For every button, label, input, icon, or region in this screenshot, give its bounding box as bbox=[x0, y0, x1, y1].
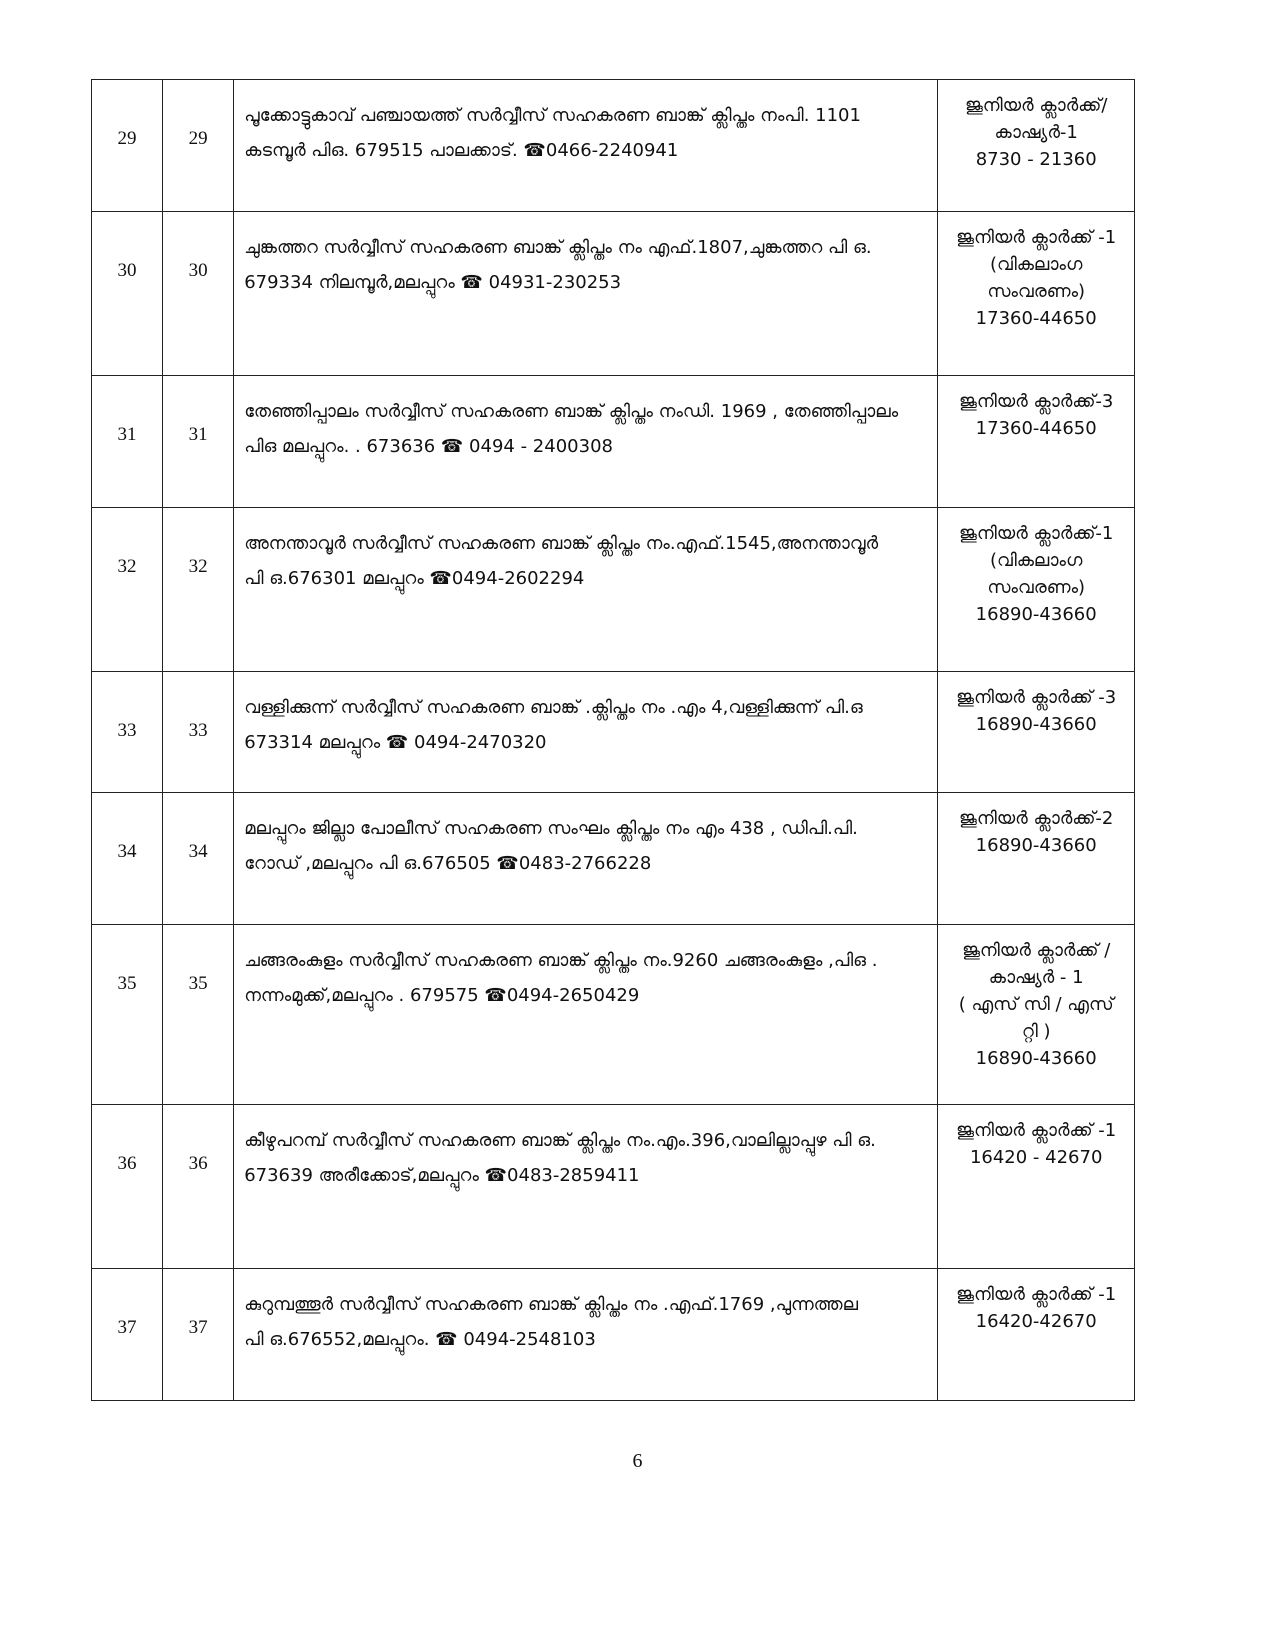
post-line: കാഷ്യർ-1 bbox=[994, 122, 1078, 143]
post-line: ജൂനിയർ ക്ലാർക്ക് -1 bbox=[956, 1284, 1117, 1305]
table-row bbox=[92, 508, 1135, 672]
serial-number: 33 bbox=[117, 720, 137, 741]
post-line: സംവരണം) bbox=[987, 281, 1086, 302]
address-cell bbox=[234, 212, 938, 376]
address-cell bbox=[234, 508, 938, 672]
serial-number: 36 bbox=[117, 1153, 137, 1174]
post-line: ജൂനിയർ ക്ലാർക്ക് -1 bbox=[956, 1120, 1117, 1141]
address-cell bbox=[234, 1105, 938, 1269]
bank-number-cell bbox=[163, 672, 234, 793]
bank-vacancy-table bbox=[91, 79, 1135, 1401]
bank-number-cell bbox=[163, 212, 234, 376]
post-line: ജൂനിയർ ക്ലാർക്ക്-3 bbox=[959, 391, 1114, 412]
serial-number: 35 bbox=[117, 973, 137, 994]
post-line: 8730 - 21360 bbox=[975, 149, 1097, 170]
serial-number: 29 bbox=[117, 128, 137, 149]
address-cell bbox=[234, 80, 938, 212]
serial-number: 37 bbox=[117, 1317, 137, 1338]
serial-cell bbox=[92, 1269, 163, 1401]
table-row bbox=[92, 1105, 1135, 1269]
serial-number: 32 bbox=[117, 556, 137, 577]
address-cell bbox=[234, 925, 938, 1105]
serial-cell bbox=[92, 376, 163, 508]
address-line: കടമ്പൂർ പിഒ. 679515 പാലക്കാട്. ☎0466-2240941 bbox=[244, 140, 679, 161]
address-line: മലപ്പുറം ജില്ലാ പോലീസ് സഹകരണ സംഘം ക്ലിപ്തം നം എം 438 , ഡിപി.പി. bbox=[244, 818, 858, 839]
post-cell bbox=[938, 925, 1135, 1105]
post-line: ജൂനിയർ ക്ലാർക്ക്-2 bbox=[959, 808, 1114, 829]
serial-cell bbox=[92, 672, 163, 793]
bank-number-cell bbox=[163, 1269, 234, 1401]
address-line: തേഞ്ഞിപ്പാലം സർവ്വീസ് സഹകരണ ബാങ്ക് ക്ലിപ്തം നംഡി. 1969 , തേഞ്ഞിപ്പാലം bbox=[244, 401, 899, 422]
post-line: റ്റി ) bbox=[1021, 1021, 1051, 1042]
bank-number: 36 bbox=[188, 1153, 208, 1174]
post-cell bbox=[938, 508, 1135, 672]
address-cell bbox=[234, 672, 938, 793]
post-line: കാഷ്യർ - 1 bbox=[988, 967, 1084, 988]
table-row bbox=[92, 793, 1135, 925]
serial-number: 30 bbox=[117, 260, 137, 281]
address-line: അനന്താവൂർ സർവ്വീസ് സഹകരണ ബാങ്ക് ക്ലിപ്തം നം.എഫ്.1545,അനന്താവൂർ bbox=[244, 533, 879, 554]
post-line: 17360-44650 bbox=[975, 418, 1097, 439]
address-line: പി ഒ.676301 മലപ്പുറം ☎0494-2602294 bbox=[244, 568, 585, 589]
bank-number: 33 bbox=[188, 720, 208, 741]
post-line: 16890-43660 bbox=[975, 1048, 1097, 1069]
serial-cell bbox=[92, 212, 163, 376]
address-line: ചങ്ങരംകുളം സർവ്വീസ് സഹകരണ ബാങ്ക് ക്ലിപ്തം നം.9260 ചങ്ങരംകുളം ,പിഒ . bbox=[244, 950, 878, 971]
address-line: 679334 നിലമ്പൂർ,മലപ്പുറം ☎ 04931-230253 bbox=[244, 272, 622, 293]
bank-number-cell bbox=[163, 925, 234, 1105]
address-line: 673314 മലപ്പുറം ☎ 0494-2470320 bbox=[244, 732, 547, 753]
bank-number: 35 bbox=[188, 973, 208, 994]
post-cell bbox=[938, 80, 1135, 212]
serial-cell bbox=[92, 793, 163, 925]
post-line: 16890-43660 bbox=[975, 714, 1097, 735]
post-line: 16890-43660 bbox=[975, 604, 1097, 625]
serial-cell bbox=[92, 925, 163, 1105]
table-row bbox=[92, 80, 1135, 212]
bank-number: 30 bbox=[188, 260, 208, 281]
table-row bbox=[92, 672, 1135, 793]
post-cell bbox=[938, 1105, 1135, 1269]
address-line: പൂക്കോട്ടുകാവ് പഞ്ചായത്ത് സർവ്വീസ് സഹകരണ ബാങ്ക് ക്ലിപ്തം നംപി. 1101 bbox=[244, 105, 861, 126]
bank-number: 37 bbox=[188, 1317, 208, 1338]
bank-number-cell bbox=[163, 1105, 234, 1269]
bank-number-cell bbox=[163, 793, 234, 925]
address-line: കുറുമ്പത്തൂർ സർവ്വീസ് സഹകരണ ബാങ്ക് ക്ലിപ്തം നം .എഫ്.1769 ,പുന്നത്തല bbox=[244, 1294, 858, 1315]
post-cell bbox=[938, 672, 1135, 793]
address-line: 673639 അരീക്കോട്,മലപ്പുറം ☎0483-2859411 bbox=[244, 1165, 640, 1186]
post-line: 16890-43660 bbox=[975, 835, 1097, 856]
post-line: ( എസ് സി / എസ് bbox=[958, 994, 1114, 1015]
post-line: ജൂനിയർ ക്ലാർക്ക്-1 bbox=[959, 523, 1114, 544]
post-line: 16420-42670 bbox=[975, 1311, 1097, 1332]
table-row bbox=[92, 1269, 1135, 1401]
address-cell bbox=[234, 376, 938, 508]
address-cell bbox=[234, 793, 938, 925]
post-cell bbox=[938, 793, 1135, 925]
address-line: നന്നംമുക്ക്,മലപ്പുറം . 679575 ☎0494-2650429 bbox=[244, 985, 640, 1006]
serial-number: 31 bbox=[117, 424, 137, 445]
table-row bbox=[92, 212, 1135, 376]
post-cell bbox=[938, 212, 1135, 376]
bank-number: 32 bbox=[188, 556, 208, 577]
address-line: പി ഒ.676552,മലപ്പുറം. ☎ 0494-2548103 bbox=[244, 1329, 596, 1350]
post-line: (വികലാംഗ bbox=[990, 254, 1083, 275]
bank-number: 34 bbox=[188, 841, 208, 862]
address-line: വള്ളിക്കുന്ന് സർവ്വീസ് സഹകരണ ബാങ്ക് .ക്ലിപ്തം നം .എം 4,വള്ളിക്കുന്ന് പി.ഒ bbox=[244, 697, 863, 718]
table-row bbox=[92, 925, 1135, 1105]
post-line: 17360-44650 bbox=[975, 308, 1097, 329]
serial-cell bbox=[92, 1105, 163, 1269]
post-line: ജൂനിയർ ക്ലാർക്ക് -3 bbox=[956, 687, 1117, 708]
post-line: സംവരണം) bbox=[987, 577, 1086, 598]
bank-number-cell bbox=[163, 508, 234, 672]
post-cell bbox=[938, 1269, 1135, 1401]
post-line: (വികലാംഗ bbox=[990, 550, 1083, 571]
serial-cell bbox=[92, 508, 163, 672]
post-line: ജൂനിയർ ക്ലാർക്ക്/ bbox=[964, 95, 1108, 116]
post-line: 16420 - 42670 bbox=[969, 1147, 1103, 1168]
bank-number: 31 bbox=[188, 424, 208, 445]
address-line: ചുങ്കത്തറ സർവ്വീസ് സഹകരണ ബാങ്ക് ക്ലിപ്തം നം എഫ്.1807,ചുങ്കത്തറ പി ഒ. bbox=[244, 237, 872, 258]
address-line: പിഒ മലപ്പുറം. . 673636 ☎ 0494 - 2400308 bbox=[244, 436, 613, 457]
table-row bbox=[92, 376, 1135, 508]
post-line: ജൂനിയർ ക്ലാർക്ക് -1 bbox=[956, 227, 1117, 248]
post-cell bbox=[938, 376, 1135, 508]
serial-cell bbox=[92, 80, 163, 212]
bank-number: 29 bbox=[188, 128, 208, 149]
serial-number: 34 bbox=[117, 841, 137, 862]
page-number: 6 bbox=[632, 1450, 643, 1472]
address-line: കീഴുപറമ്പ് സർവ്വീസ് സഹകരണ ബാങ്ക് ക്ലിപ്തം നം.എം.396,വാലില്ലാപ്പുഴ പി ഒ. bbox=[244, 1130, 876, 1151]
address-line: റോഡ് ,മലപ്പുറം പി ഒ.676505 ☎0483-2766228 bbox=[244, 853, 652, 874]
post-line: ജൂനിയർ ക്ലാർക്ക് / bbox=[962, 940, 1111, 961]
bank-number-cell bbox=[163, 80, 234, 212]
bank-number-cell bbox=[163, 376, 234, 508]
address-cell bbox=[234, 1269, 938, 1401]
